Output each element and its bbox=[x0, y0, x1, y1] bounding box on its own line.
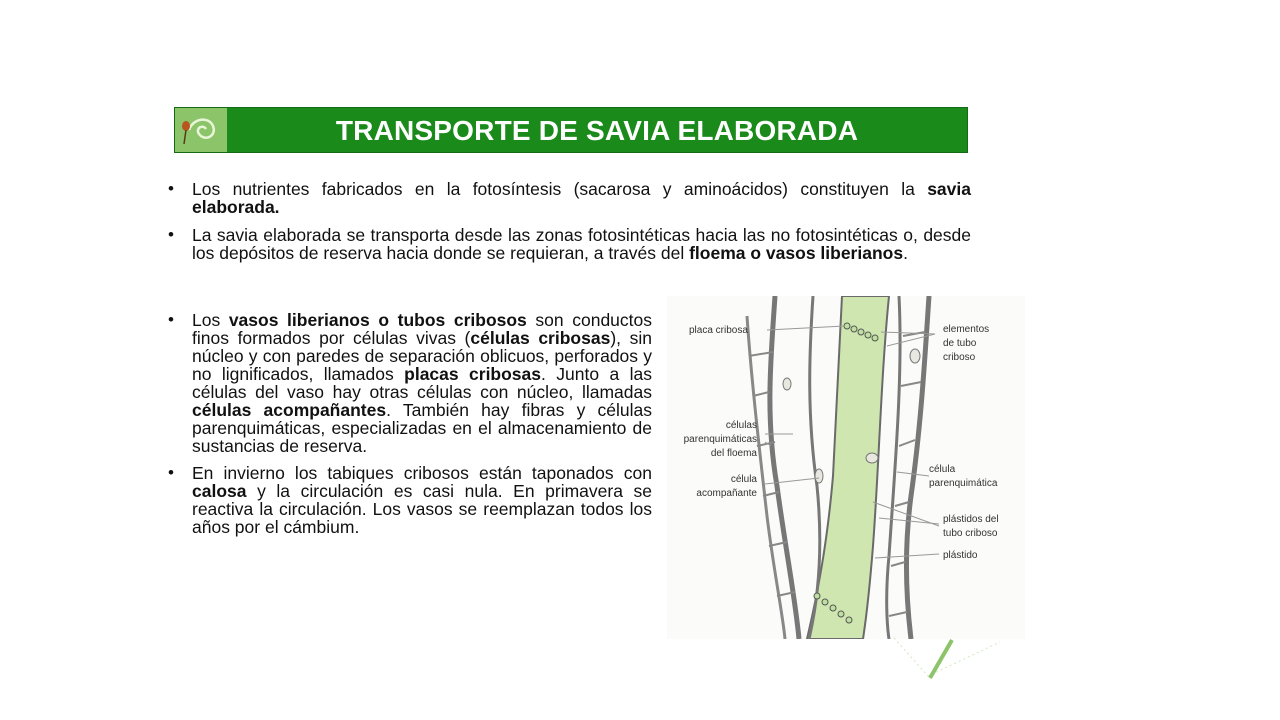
page-title: TRANSPORTE DE SAVIA ELABORADA bbox=[335, 115, 859, 146]
list-item bbox=[168, 226, 971, 262]
text-run: En invierno los tabiques cribosos están taponados con bbox=[192, 463, 652, 483]
bold-term: floema o vasos liberianos bbox=[689, 243, 904, 263]
label-elementos-1: elementos bbox=[943, 324, 990, 335]
phloem-diagram bbox=[667, 296, 1025, 639]
label-elementos-3: criboso bbox=[943, 352, 976, 363]
label-placa-cribosa: placa cribosa bbox=[689, 325, 748, 336]
label-elementos-2: de tubo bbox=[943, 338, 977, 349]
label-parenq-floema-2: parenquimáticas bbox=[683, 434, 757, 445]
bullet-icon: • bbox=[168, 463, 174, 482]
text-run: ), sin núcleo y con paredes de separación oblicuos, perforados y no lignificados, llamados bbox=[192, 328, 652, 384]
text-run: . Junto a las células del vaso hay otras células con núcleo, llamadas bbox=[192, 364, 652, 402]
text-run: La savia elaborada se transporta desde las zonas fotosintéticas hacia las no fotosintéticas o, desde los depósitos de reserva hacia donde se requieran, a través del bbox=[192, 225, 971, 263]
bold-term: células acompañantes bbox=[192, 400, 387, 420]
bold-term: células cribosas bbox=[470, 328, 611, 348]
label-acomp-2: acompañante bbox=[696, 488, 757, 499]
label-plastido: plástido bbox=[943, 550, 978, 561]
decorative-corner-icon bbox=[892, 636, 1002, 684]
bullet-icon: • bbox=[168, 310, 174, 329]
title-bar bbox=[174, 107, 968, 153]
list-item bbox=[168, 311, 652, 455]
leaf-logo-icon bbox=[175, 108, 227, 152]
text-run: . bbox=[903, 243, 908, 263]
bold-term: savia elaborada. bbox=[192, 179, 971, 217]
intro-bullet-list bbox=[168, 180, 971, 272]
bold-term: placas cribosas bbox=[404, 364, 542, 384]
bold-term: calosa bbox=[192, 481, 247, 501]
list-item bbox=[168, 464, 652, 536]
detail-bullet-list bbox=[168, 311, 652, 545]
label-parenq-2: parenquimática bbox=[929, 478, 998, 489]
text-run: y la circulación es casi nula. En primavera se reactiva la circulación. Los vasos se reemplazan todos los años por el cámbium. bbox=[192, 481, 652, 537]
label-parenq-floema-3: del floema bbox=[710, 448, 757, 459]
text-run: son conductos finos formados por células vivas ( bbox=[192, 310, 652, 348]
list-item bbox=[168, 180, 971, 216]
bullet-icon: • bbox=[168, 179, 174, 198]
text-run: Los nutrientes fabricados en la fotosíntesis (sacarosa y aminoácidos) constituyen la bbox=[192, 179, 928, 199]
text-run: . También hay fibras y células parenquimáticas, especializadas en el almacenamiento de sustancias de reserva. bbox=[192, 400, 652, 456]
bullet-icon: • bbox=[168, 225, 174, 244]
label-plastidos-1: plástidos del bbox=[943, 514, 999, 525]
label-parenq-1: célula bbox=[929, 464, 956, 475]
label-plastidos-2: tubo criboso bbox=[943, 528, 998, 539]
label-acomp-1: célula bbox=[730, 474, 757, 485]
label-parenq-floema-1: células bbox=[725, 420, 757, 431]
text-run: Los bbox=[192, 310, 229, 330]
bold-term: vasos liberianos o tubos cribosos bbox=[228, 310, 527, 330]
